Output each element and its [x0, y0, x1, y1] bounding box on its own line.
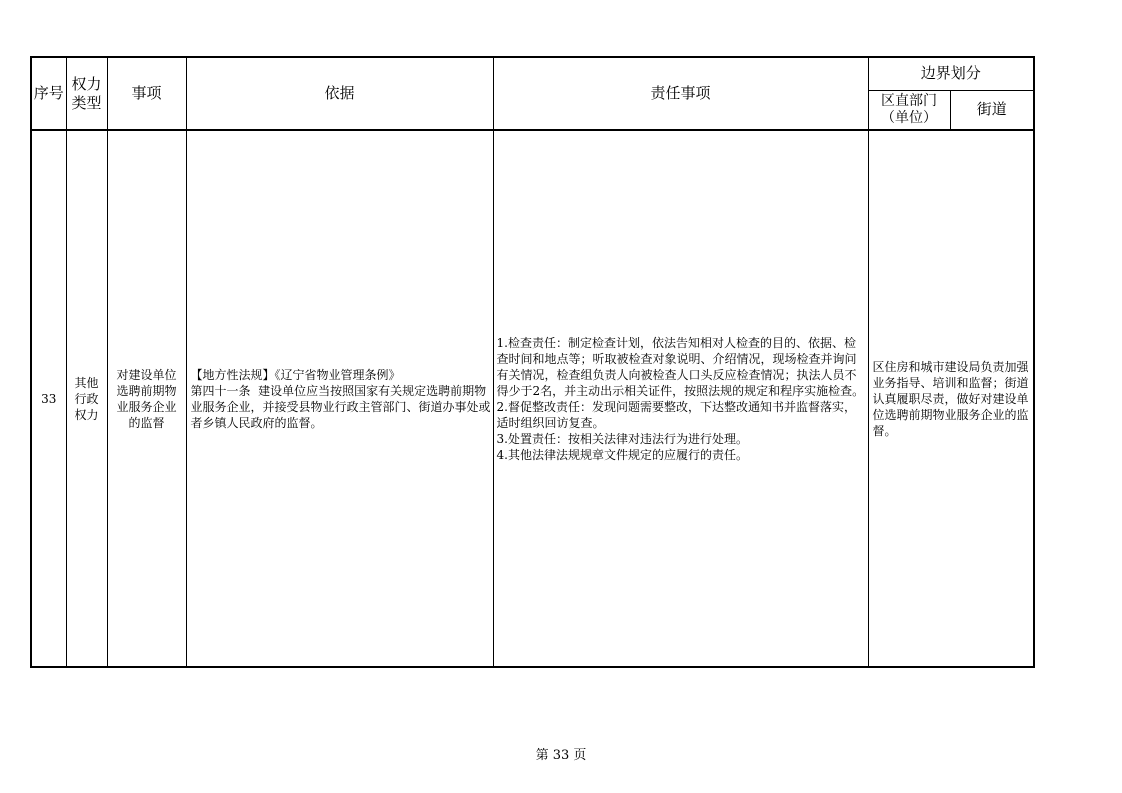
header-duty: 责任事项 [493, 57, 868, 130]
row-seq: 33 [31, 130, 66, 667]
row-duty [493, 130, 868, 667]
header-district-dept: 区直部门 （单位） [868, 90, 950, 130]
duty-line: 2.督促整改责任：发现问题需要整改，下达整改通知书并监督落实，适时组织回访复查。 [496, 399, 856, 430]
row-power-type: 其他 行政 权力 [66, 130, 107, 667]
table-row [31, 130, 1034, 667]
basis-line: 【地方性法规】《辽宁省物业管理条例》 [190, 367, 401, 382]
row-item: 对建设单位 选聘前期物 业服务企业 的监督 [107, 130, 186, 667]
header-item: 事项 [107, 57, 186, 130]
duty-line: 3.处置责任：按相关法律对违法行为进行处理。 [496, 431, 748, 446]
row-basis [186, 130, 493, 667]
duty-line: 4.其他法律法规规章文件规定的应履行的责任。 [496, 447, 748, 462]
header-street: 街道 [950, 90, 1034, 130]
header-basis: 依据 [186, 57, 493, 130]
row-boundary: 区住房和城市建设局负责加强业务指导、培训和监督；街道认真履职尽责，做好对建设单位选聘前期物业服务企业的监督。 [868, 130, 1034, 667]
header-boundary: 边界划分 [868, 57, 1034, 90]
header-power-type: 权力 类型 [66, 57, 107, 130]
basis-line: 第四十一条 建设单位应当按照国家有关规定选聘前期物业服务企业，并接受县物业行政主管部门、街道办事处或者乡镇人民政府的监督。 [190, 383, 491, 430]
duty-line: 1.检查责任：制定检查计划，依法告知相对人检查的目的、依据、检查时间和地点等；听取被检查对象说明、介绍情况，现场检查并询问有关情况，检查组负责人向被检查人口头反应检查情况；执法人员不得少于2名，并主动出示相关证件，按照法规的规定和程序实施检查。 [496, 335, 865, 398]
power-list-table [30, 56, 1035, 668]
page-number: 第 33 页 [535, 748, 587, 763]
header-seq: 序号 [31, 57, 66, 130]
